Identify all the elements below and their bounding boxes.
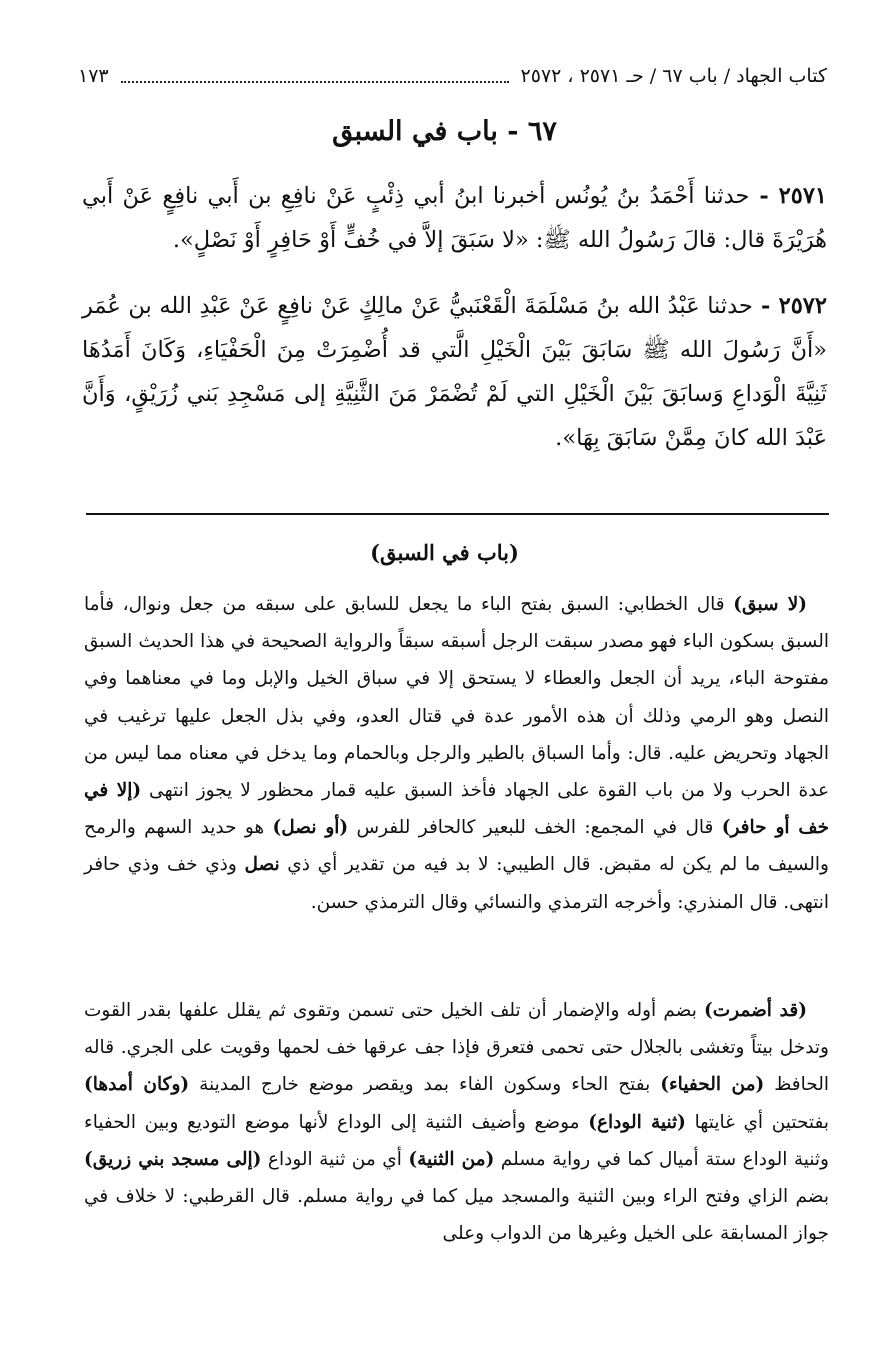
commentary-span: أي من ثنية الوداع — [261, 1148, 409, 1170]
page-header — [78, 56, 827, 90]
header-dot-leader — [121, 81, 509, 83]
commentary-span: موضع وأضيف الثنية إلى الوداع لأنها موضع التوديع وبين الحفياء وثنية الوداع ستة أميال كما في رواية مسلم — [84, 1111, 829, 1170]
chapter-title: ٦٧ - باب في السبق — [332, 116, 557, 147]
page-number: ١٧٣ — [78, 65, 109, 87]
lemma: نصل — [244, 854, 280, 876]
commentary-span: بفتحتين أي غايتها — [685, 1111, 829, 1133]
commentary-paragraph-2 — [84, 992, 829, 1252]
commentary-span: قال الخطابي: السبق بفتح الباء ما يجعل للسابق على سبقه من جعل ونوال، فأما السبق بسكون الباء فهو مصدر سبقت الرجل أسبقه سبقاً والرواية الصحيحة في هذا الحديث السبق مفتوحة الباء، يريد أن الجعل والعطاء لا يستحق إلا في سباق الخيل والإبل وما في معناهما وفي النصل وهو الرمي وذلك أن هذه الأمور عدة في قتال العدو، وفي بذل الجعل عليها ترغيب في الجهاد وتحريض عليه. قال: وأما السباق بالطير والرجل وبالحمام وما يدخل في معناه مما ليس من عدة الحرب ولا من باب القوة على الجهاد فأخذ السبق عليه قمار محظور لا يجوز انتهى — [84, 594, 829, 802]
lemma: (أو نصل) — [272, 817, 349, 839]
hadith-number: ٢٥٧١ - — [749, 183, 827, 209]
lemma: (قد أضمرت) — [704, 1000, 807, 1021]
lemma: (إلى مسجد بني زريق) — [84, 1148, 262, 1170]
hadith-text: حدثنا أَحْمَدُ بنُ يُونُس أخبرنا ابنُ أبي ذِئْبٍ عَنْ نافِعِ بن أَبي نافِعٍ عَنْ أَبي هُرَيْرَةَ قال: قالَ رَسُولُ الله ﷺ: «لا سَبَقَ إلاَّ في خُفٍّ أَوْ حَافِرٍ أَوْ نَصْلٍ». — [82, 183, 827, 253]
lemma: (وكان أمدها) — [84, 1074, 190, 1096]
hadith-2572 — [82, 284, 827, 460]
lemma: (من الحفياء) — [660, 1074, 765, 1096]
commentary-span: قال في المجمع: الخف للبعير كالحافر للفرس — [348, 817, 722, 839]
hadith-text: حدثنا عَبْدُ الله بنُ مَسْلَمَةَ الْقَعْنَبيُّ عَنْ مالِكٍ عَنْ نافِعٍ عَنْ عَبْدِ الله بن عُمَر «أَنَّ رَسُولَ الله ﷺ سَابَقَ بَيْنَ الْخَيْلِ الَّتي قد أُضْمِرَتْ مِنَ الْحَفْيَاءِ، وَكَانَ أَمَدُهَا ثَنِيَّةَ الْوَداعِ وَسابَقَ بَيْنَ الْخَيْلِ التي لَمْ تُضْمَرْ مَنَ الثَّنِيَّةِ إلى مَسْجِدِ بَني زُرَيْقٍ، وَأَنَّ عَبْدَ الله كانَ مِمَّنْ سَابَقَ بِهَا». — [82, 293, 827, 451]
commentary-span: وذي خف وذي حافر انتهى. قال المنذري: وأخرجه الترمذي والنسائي وقال الترمذي حسن. — [84, 854, 829, 913]
footnote-divider — [86, 513, 829, 515]
commentary-paragraph-1 — [84, 586, 829, 921]
lemma: (من الثنية) — [408, 1148, 495, 1170]
running-title: كتاب الجهاد / باب ٦٧ / حـ ٢٥٧١ ، ٢٥٧٢ — [520, 65, 827, 87]
hadith-number: ٢٥٧٢ - — [752, 293, 827, 319]
lemma: (إلا في خف أو حافر) — [84, 780, 830, 839]
commentary-span: بضم أوله والإضمار أن تلف الخيل حتى تسمن وتقوى ثم يقلل علفها بقدر القوت وتدخل بيتاً وتغشى بالجلال حتى تحمى فتعرق فإذا جف عرقها خف لحمها وقويت على الجري. قاله الحافظ — [84, 1000, 829, 1096]
commentary-text — [84, 586, 829, 921]
commentary-span: بضم الزاي وفتح الراء وبين الثنية والمسجد ميل كما في رواية مسلم. قال القرطبي: لا خلاف في جواز المسابقة على الخيل وغيرها من الدواب وعلى — [84, 1186, 829, 1245]
hadith-2571 — [82, 174, 827, 262]
commentary-text — [84, 992, 829, 1252]
lemma: (لا سبق) — [733, 594, 807, 615]
commentary-span: هو حديد السهم والرمح والسيف ما لم يكن له مقبض. قال الطيبي: لا بد فيه من تقدير أي ذي — [84, 817, 829, 876]
commentary-title: (باب في السبق) — [370, 540, 519, 565]
lemma: (ثنية الوداع) — [588, 1111, 686, 1133]
commentary-span: بفتح الحاء وسكون الفاء بمد ويقصر موضع خارج المدينة — [189, 1074, 661, 1096]
